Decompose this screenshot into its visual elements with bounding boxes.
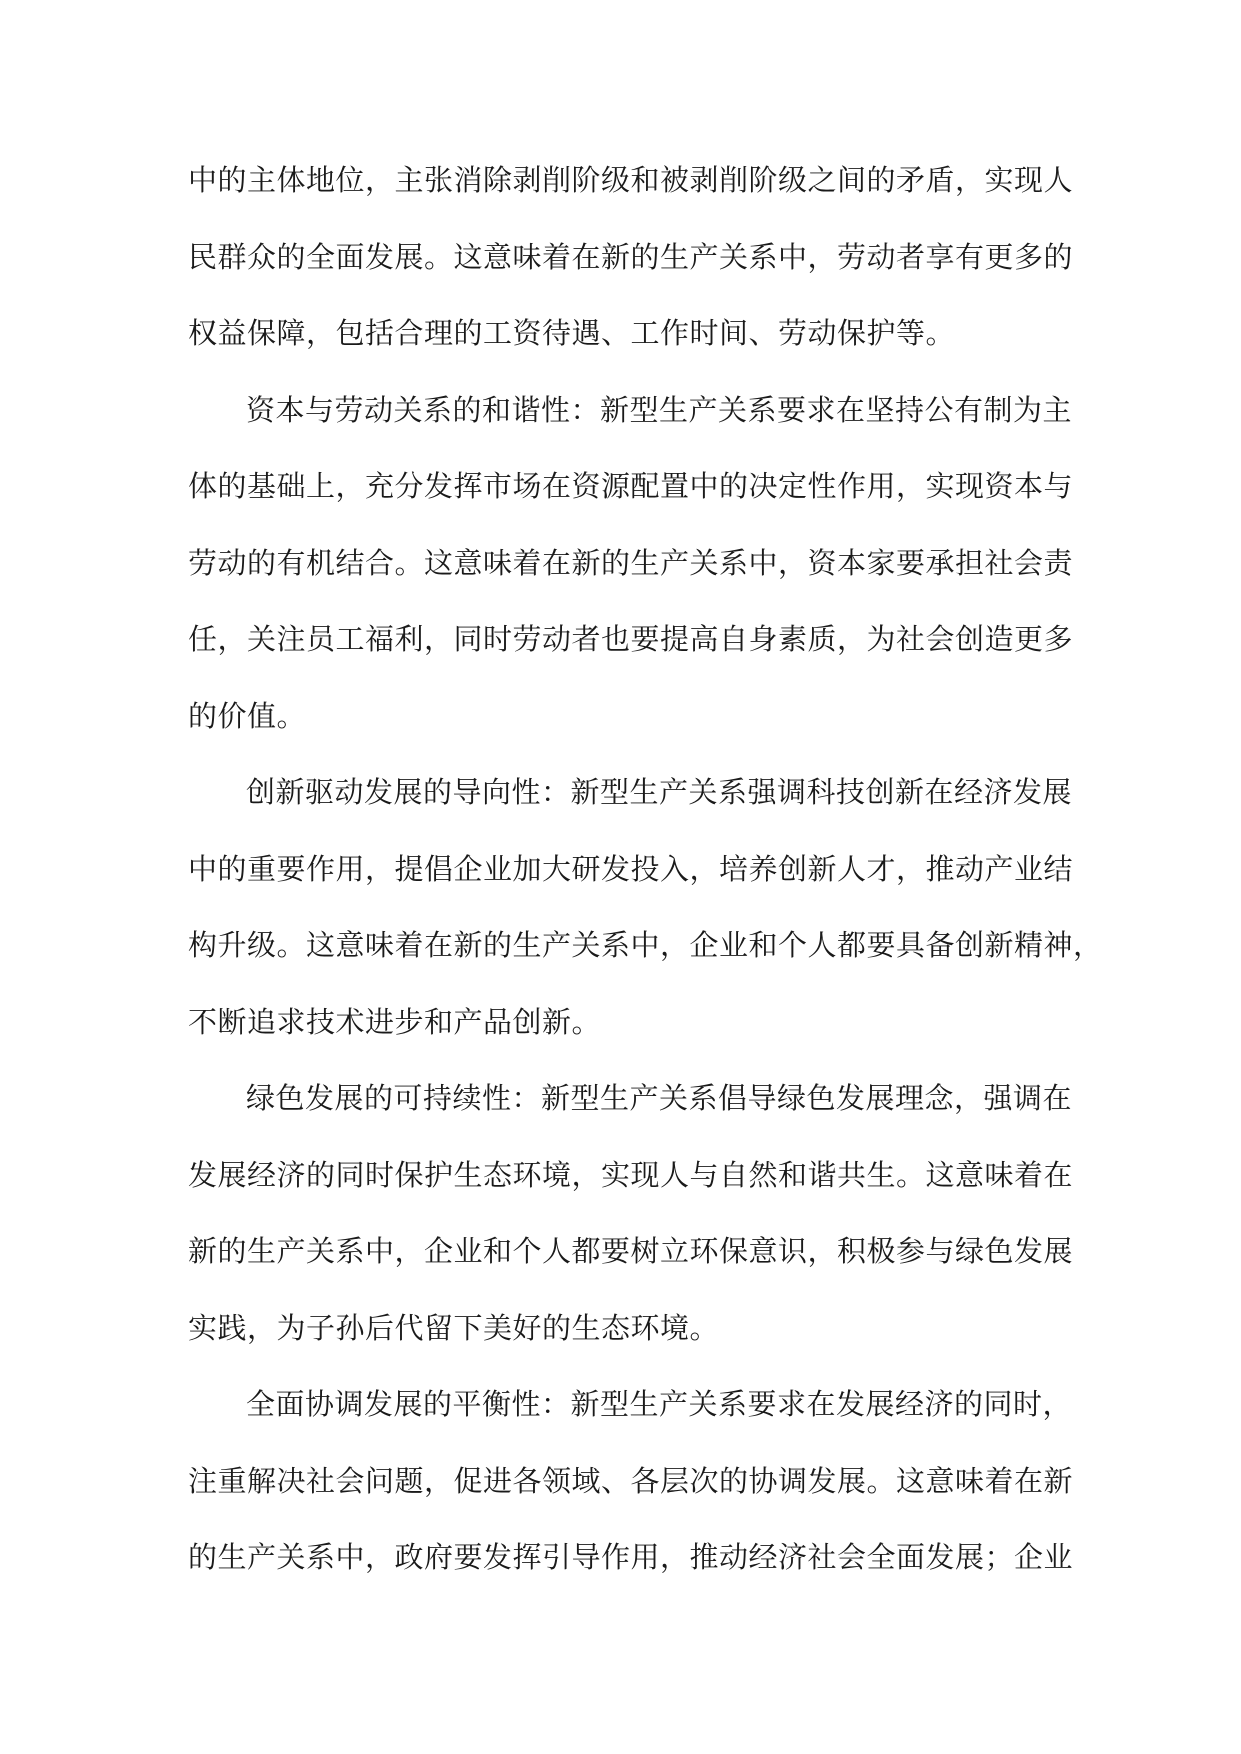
paragraph-2-line-4: 任，关注员工福利，同时劳动者也要提高自身素质，为社会创造更多 [188,622,1074,656]
paragraph-3-line-1: 创新驱动发展的导向性：新型生产关系强调科技创新在经济发展 [246,775,1073,809]
paragraph-4-line-1: 绿色发展的可持续性：新型生产关系倡导绿色发展理念，强调在 [246,1081,1073,1115]
paragraph-2-line-1: 资本与劳动关系的和谐性：新型生产关系要求在坚持公有制为主 [246,392,1073,427]
document-body [188,142,1103,1596]
paragraph-3-line-2: 中的重要作用，提倡企业加大研发投入，培养创新人才，推动产业结 [188,851,1074,886]
paragraph-5-line-1: 全面协调发展的平衡性：新型生产关系要求在发展经济的同时， [246,1387,1073,1421]
paragraph-4-line-4: 实践，为子孙后代留下美好的生态环境。 [188,1310,720,1345]
paragraph-5-line-3: 的生产关系中，政府要发挥引导作用，推动经济社会全面发展；企业 [188,1540,1074,1574]
paragraph-2-line-2: 体的基础上，充分发挥市场在资源配置中的决定性作用，实现资本与 [188,469,1074,503]
paragraph-1-line-2: 民群众的全面发展。这意味着在新的生产关系中，劳动者享有更多的 [188,239,1074,274]
paragraph-1-line-1: 中的主体地位，主张消除剥削阶级和被剥削阶级之间的矛盾，实现人 [188,163,1074,197]
paragraph-3-line-3: 构升级。这意味着在新的生产关系中，企业和个人都要具备创新精神， [188,928,1103,962]
paragraph-5-line-2: 注重解决社会问题，促进各领域、各层次的协调发展。这意味着在新 [188,1463,1074,1498]
paragraph-4-line-3: 新的生产关系中，企业和个人都要树立环保意识，积极参与绿色发展 [188,1234,1074,1268]
paragraph-1-line-3: 权益保障，包括合理的工资待遇、工作时间、劳动保护等。 [188,316,956,350]
paragraph-3-line-4: 不断追求技术进步和产品创新。 [188,1004,602,1039]
paragraph-2-line-3: 劳动的有机结合。这意味着在新的生产关系中，资本家要承担社会责 [188,545,1074,580]
paragraph-2-line-5: 的价值。 [188,698,307,733]
paragraph-4-line-2: 发展经济的同时保护生态环境，实现人与自然和谐共生。这意味着在 [188,1157,1074,1192]
